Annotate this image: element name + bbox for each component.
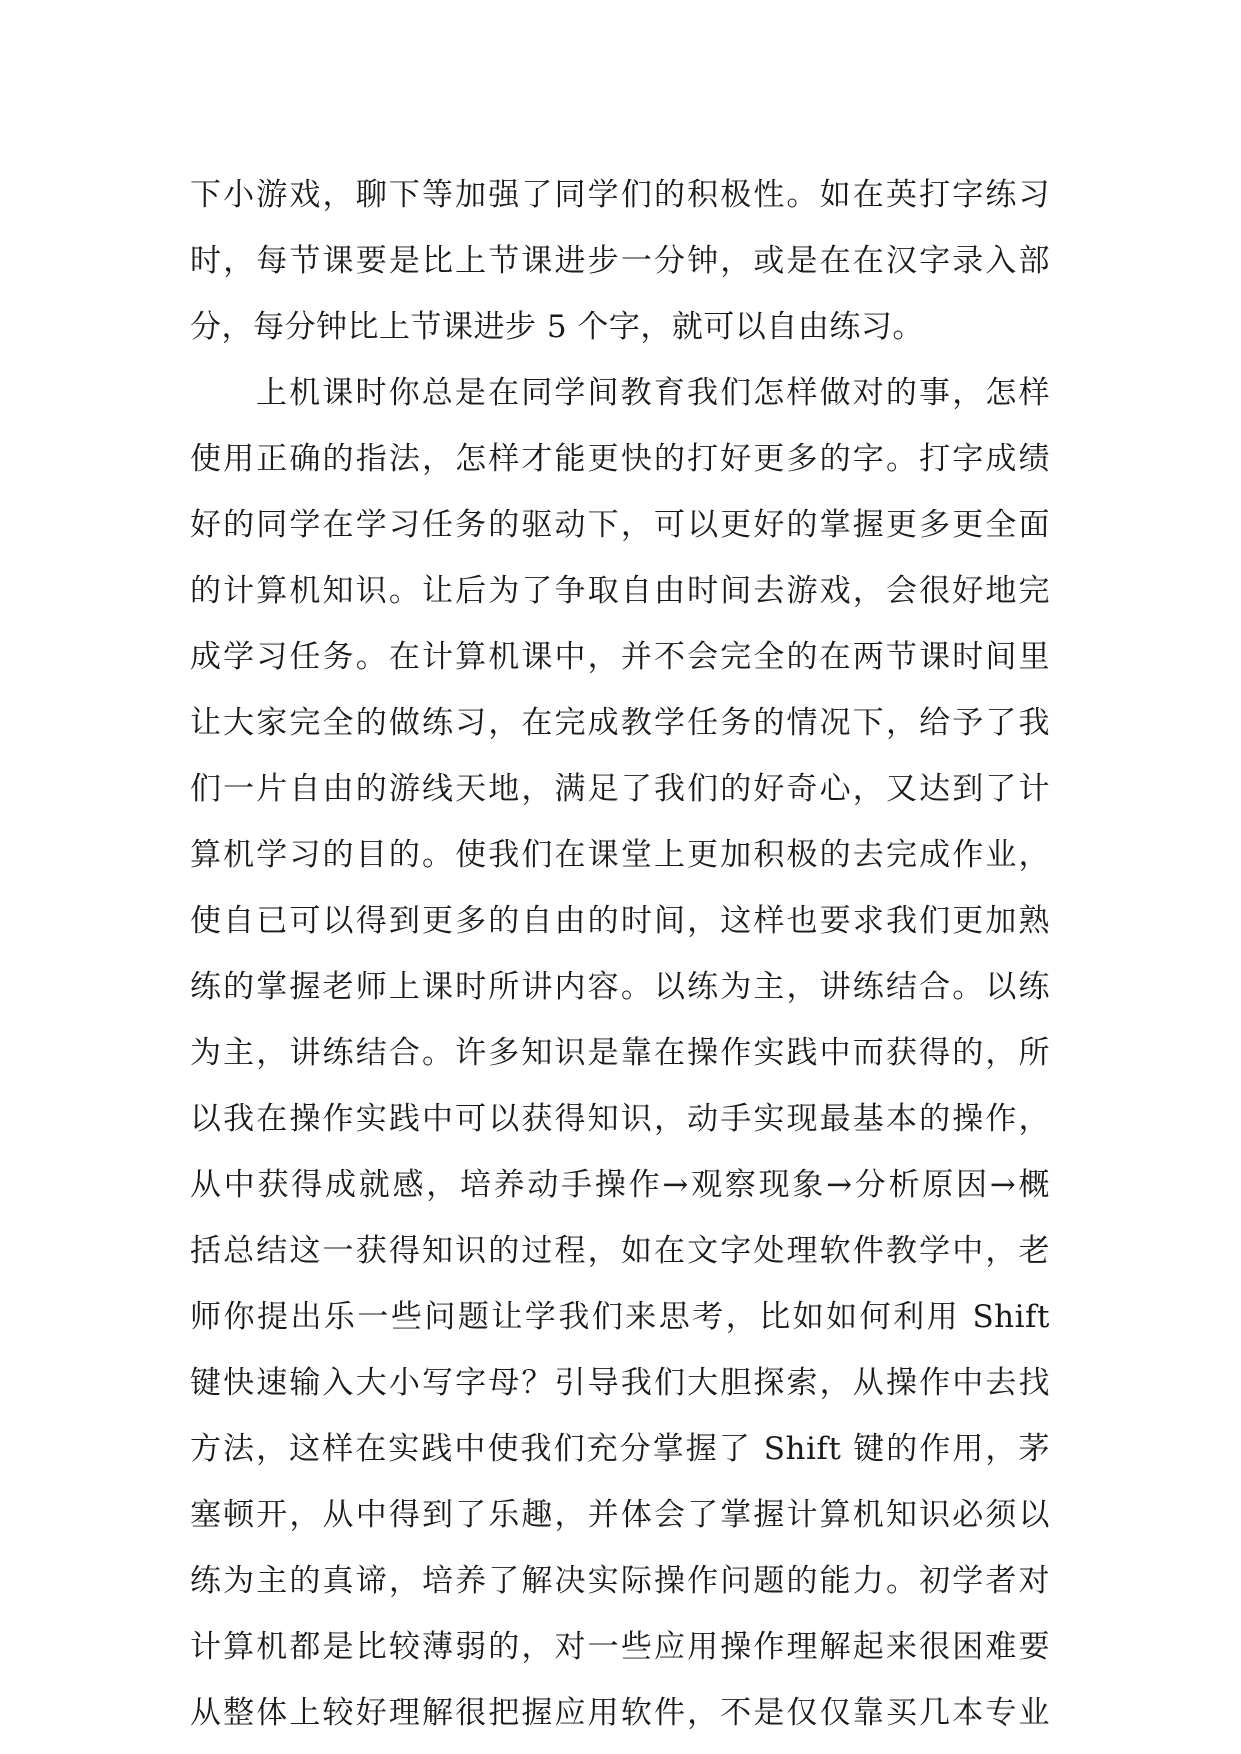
text-line-24: 从整体上较好理解很把握应用软件，不是仅仅靠买几本专业 [190,1695,1050,1731]
text-line-14: 为主，讲练结合。许多知识是靠在操作实践中而获得的，所 [190,1035,1050,1071]
text-line-17: 括总结这一获得知识的过程，如在文字处理软件教学中，老 [190,1233,1050,1269]
text-line-15: 以我在操作实践中可以获得知识，动手实现最基本的操作， [190,1101,1050,1137]
text-line-22: 练为主的真谛，培养了解决实际操作问题的能力。初学者对 [190,1563,1050,1599]
body-text [190,162,1050,1746]
text-line-1: 下小游戏，聊下等加强了同学们的积极性。如在英打字练习 [190,177,1050,213]
text-line-16: 从中获得成就感，培养动手操作→观察现象→分析原因→概 [190,1167,1050,1203]
text-line-4: 上机课时你总是在同学间教育我们怎样做对的事，怎样 [256,375,1050,411]
text-line-18: 师你提出乐一些问题让学我们来思考，比如如何利用 Shift [190,1299,1050,1335]
text-line-9: 让大家完全的做练习，在完成教学任务的情况下，给予了我 [190,705,1050,741]
text-line-23: 计算机都是比较薄弱的，对一些应用操作理解起来很困难要 [190,1629,1050,1665]
text-line-8: 成学习任务。在计算机课中，并不会完全的在两节课时间里 [190,639,1050,675]
text-line-19: 键快速输入大小写字母？引导我们大胆探索，从操作中去找 [190,1365,1050,1401]
text-line-20: 方法，这样在实践中使我们充分掌握了 Shift 键的作用，茅 [190,1431,1050,1467]
text-line-7: 的计算机知识。让后为了争取自由时间去游戏，会很好地完 [190,573,1050,609]
text-line-12: 使自已可以得到更多的自由的时间，这样也要求我们更加熟 [190,903,1050,939]
text-line-5: 使用正确的指法，怎样才能更快的打好更多的字。打字成绩 [190,441,1050,477]
text-line-6: 好的同学在学习任务的驱动下，可以更好的掌握更多更全面 [190,507,1050,543]
text-line-13: 练的掌握老师上课时所讲内容。以练为主，讲练结合。以练 [190,969,1050,1005]
text-line-10: 们一片自由的游线天地，满足了我们的好奇心，又达到了计 [190,771,1050,807]
text-line-11: 算机学习的目的。使我们在课堂上更加积极的去完成作业， [190,837,1050,873]
text-line-21: 塞顿开，从中得到了乐趣，并体会了掌握计算机知识必须以 [190,1497,1050,1533]
text-line-2: 时，每节课要是比上节课进步一分钟，或是在在汉字录入部 [190,243,1050,279]
text-line-3: 分，每分钟比上节课进步 5 个字，就可以自由练习。 [190,309,924,345]
